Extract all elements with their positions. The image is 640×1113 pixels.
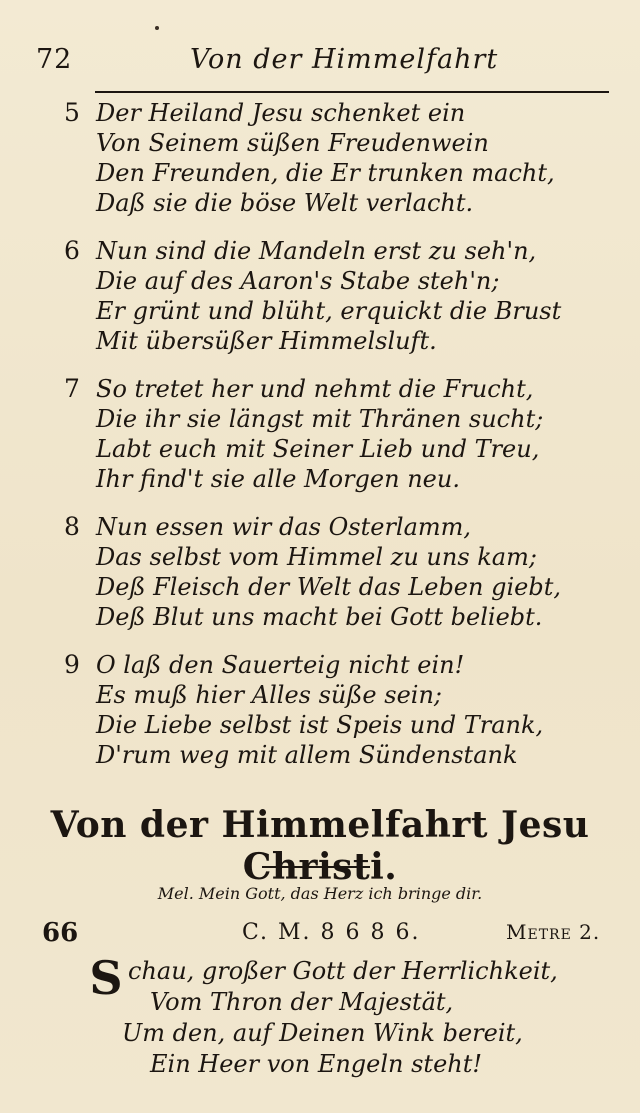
verse-number: 9 xyxy=(64,650,80,679)
hymn-number: 66 xyxy=(42,918,79,948)
melody-reference: Mel. Mein Gott, das Herz ich bringe dir. xyxy=(157,884,483,903)
verse-line: Mit übersüßer Himmelsluft. xyxy=(96,327,437,355)
verse-line: Den Freunden, die Er trunken macht, xyxy=(96,159,555,187)
verse-line: So tretet her und nehmt die Frucht, xyxy=(96,375,534,403)
ink-speck xyxy=(155,26,159,30)
verse-9 xyxy=(0,650,640,770)
verse-line: Labt euch mit Seiner Lieb und Treu, xyxy=(96,435,540,463)
drop-cap-letter: S xyxy=(89,954,123,1002)
verse-8 xyxy=(0,512,640,632)
verse-line: Deß Blut uns macht bei Gott beliebt. xyxy=(96,603,543,631)
meter-label: Metre 2. xyxy=(506,920,601,944)
verse-line: Das selbst vom Himmel zu uns kam; xyxy=(96,543,537,571)
section-title: Von der Himmelfahrt Jesu Christi. xyxy=(50,804,590,888)
verse-list xyxy=(0,98,640,788)
verse-line: O laß den Sauerteig nicht ein! xyxy=(96,651,465,679)
verse-number: 7 xyxy=(64,374,80,403)
verse-number: 8 xyxy=(64,512,80,541)
verse-line: Die ihr sie längst mit Thränen sucht; xyxy=(96,405,544,433)
section-rule xyxy=(262,866,370,868)
verse-line: Ihr find't sie alle Morgen neu. xyxy=(96,465,460,493)
page-number: 72 xyxy=(36,44,73,75)
verse-line: Nun essen wir das Osterlamm, xyxy=(96,513,472,541)
header-rule xyxy=(95,91,609,93)
verse-7 xyxy=(0,374,640,494)
hymn-meta-row xyxy=(0,918,640,948)
meter-code: C. M. 8 6 8 6. xyxy=(242,920,421,945)
verse-line: Daß sie die böse Welt verlacht. xyxy=(96,189,474,217)
hymn-line: Um den, auf Deinen Wink bereit, xyxy=(122,1019,523,1047)
hymn-line: Ein Heer von Engeln steht! xyxy=(150,1050,483,1078)
verse-line: Nun sind die Mandeln erst zu seh'n, xyxy=(96,237,537,265)
verse-line: Es muß hier Alles süße sein; xyxy=(96,681,442,709)
hymn-line: Vom Thron der Majestät, xyxy=(150,988,454,1016)
running-header-title: Von der Himmelfahrt xyxy=(190,44,499,75)
verse-line: Von Seinem süßen Freudenwein xyxy=(96,129,489,157)
verse-line: Er grünt und blüht, erquickt die Brust xyxy=(96,297,562,325)
verse-5 xyxy=(0,98,640,218)
verse-line: Der Heiland Jesu schenket ein xyxy=(96,99,466,127)
hymn-line: chau, großer Gott der Herrlichkeit, xyxy=(128,957,558,985)
verse-line: Die Liebe selbst ist Speis und Trank, xyxy=(96,711,544,739)
hymn-66-verse-1 xyxy=(0,956,640,1080)
verse-line: Die auf des Aaron's Stabe steh'n; xyxy=(96,267,500,295)
verse-line: Deß Fleisch der Welt das Leben giebt, xyxy=(96,573,561,601)
verse-number: 6 xyxy=(64,236,80,265)
verse-line: D'rum weg mit allem Sündenstank xyxy=(96,741,518,769)
verse-number: 5 xyxy=(64,98,80,127)
verse-6 xyxy=(0,236,640,356)
